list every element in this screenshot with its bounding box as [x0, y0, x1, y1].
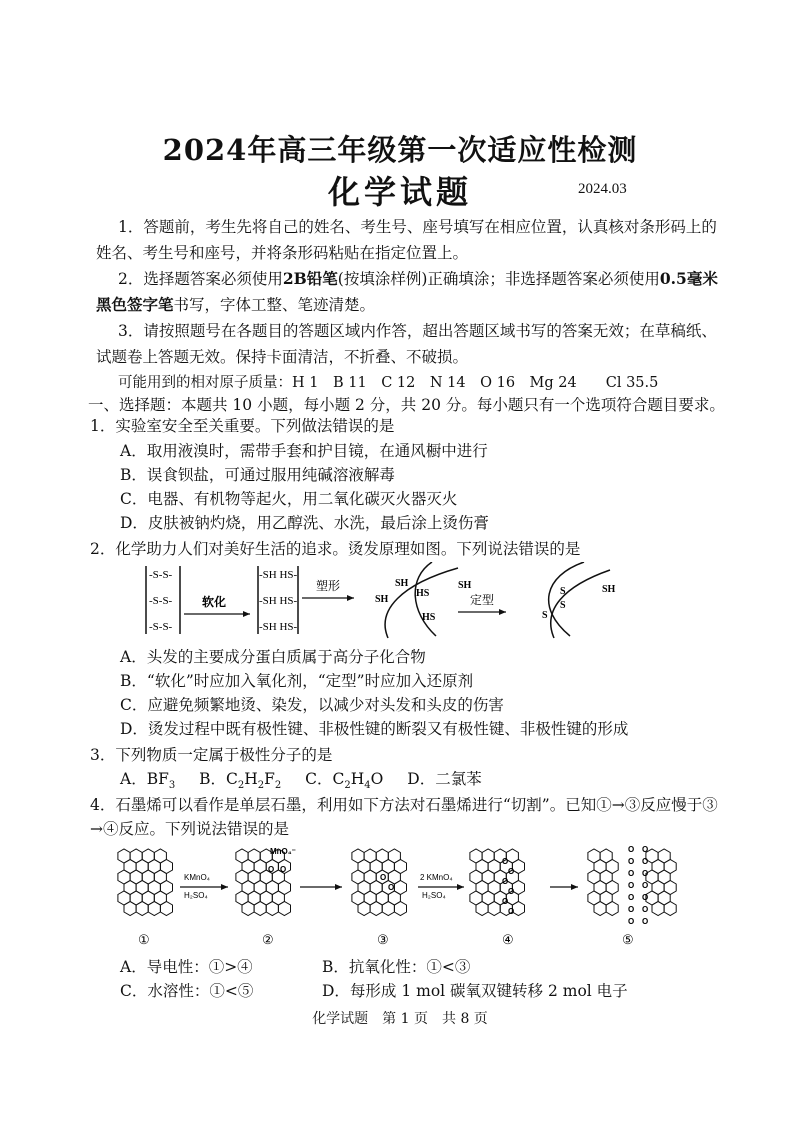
reagent-1-bottom: H₂SO₄: [184, 891, 208, 900]
question-3-option-c: C．$C_2H_4O$: [305, 770, 384, 792]
ss-bond-1: -S-S-: [149, 569, 173, 581]
reagent-1-top: KMnO₄: [184, 873, 210, 882]
question-4-option-b: B．抗氧化性：①<③: [322, 958, 471, 976]
instruction-2-line-2: 黑色签字笔书写，字体工整、笔迹清楚。: [96, 295, 376, 314]
subject-title: 化学试题: [327, 173, 472, 211]
oxygen-atom: O: [628, 917, 635, 926]
hexagon-ring: [136, 902, 148, 916]
atomic-masses: 可能用到的相对原子质量：H 1 B 11 C 12 N 14 O 16 Mg 24 Cl 35.5: [118, 375, 659, 391]
s-label-3: S: [560, 586, 566, 597]
shape-label: 塑形: [316, 579, 341, 593]
oxygen-atom: O: [642, 905, 649, 914]
hexagon-ring: [370, 902, 382, 916]
instruction-3-line-1: 3．请按照题号在各题目的答题区域内作答，超出答题区域书写的答案无效；在草稿纸、: [118, 322, 717, 340]
question-1-option-c: C．电器、有机物等起火，用二氧化碳灭火器灭火: [120, 490, 458, 508]
question-4-option-c: C．水溶性：①<⑤: [120, 982, 254, 1000]
oxygen-atom: O: [628, 845, 635, 854]
sh-pair-2: -SH HS-: [259, 595, 298, 607]
hexagon-ring: [148, 902, 160, 916]
instruction-3-line-2: 试题卷上答题无效。保持卡面清洁，不折叠、不破损。: [96, 348, 469, 366]
oxygen-atom: O: [628, 905, 635, 914]
instruction-2-line-1: 2．选择题答案必须使用2B铅笔(按填涂样例)正确填涂；非选择题答案必须使用0.5毫米: [118, 269, 718, 288]
hexagon-ring: [488, 902, 500, 916]
hs-label-2: HS: [422, 612, 436, 623]
graphene-lattice-1: [118, 849, 173, 916]
hexagon-ring: [358, 902, 370, 916]
question-4-option-a: A．导电性：①>④: [120, 958, 253, 976]
oxygen-atom: O: [642, 857, 649, 866]
question-2-option-c: C．应避免频繁地烫、染发，以减少对头发和头皮的伤害: [120, 696, 504, 714]
question-2-option-b: B．“软化”时应加入氧化剂，“定型”时应加入还原剂: [120, 672, 474, 690]
oxygen-atom: O: [508, 887, 515, 896]
sh-label-4: SH: [602, 584, 616, 595]
hexagon-ring: [254, 902, 266, 916]
question-2-option-d: D．烫发过程中既有极性键、非极性键的断裂又有极性键、非极性键的形成: [120, 720, 629, 738]
question-1-option-d: D．皮肤被钠灼烧，用乙醇洗、水洗，最后涂上烫伤膏: [120, 514, 489, 532]
hexagon-ring: [664, 902, 676, 916]
oxygen-atom: O: [628, 857, 635, 866]
question-3-option-a: A．$BF_3$: [120, 770, 176, 792]
hexagon-ring: [124, 902, 136, 916]
question-2-stem: 2．化学助力人们对美好生活的追求。烫发原理如图。下列说法错误的是: [90, 540, 581, 558]
oxygen-atom: O: [268, 865, 275, 874]
oxygen-atom: O: [642, 881, 649, 890]
question-4-stem-line-2: →④反应。下列说法错误的是: [90, 820, 289, 838]
question-1-option-b: B．误食钡盐，可通过服用纯碱溶液解毒: [120, 466, 395, 484]
soften-label: 软化: [202, 595, 227, 609]
compound-label-5: ⑤: [622, 932, 634, 947]
hair-perm-diagram: [140, 562, 620, 642]
oxygen-atom: O: [388, 883, 395, 892]
reagent-2-top: 2 KMnO₄: [420, 873, 453, 882]
s-label-2: S: [560, 600, 566, 611]
oxygen-atom: O: [502, 897, 509, 906]
sh-pair-3: -SH HS-: [259, 621, 298, 633]
set-label: 定型: [470, 593, 495, 607]
exam-date: 2024.03: [578, 181, 627, 197]
hexagon-ring: [278, 902, 290, 916]
question-4-stem-line-1: 4．石墨烯可以看作是单层石墨，利用如下方法对石墨烯进行“切割”。已知①→③反应慢于③: [90, 796, 718, 814]
oxygen-atom: O: [642, 917, 649, 926]
sh-label-3: SH: [458, 580, 472, 591]
oxygen-atom: O: [628, 881, 635, 890]
question-2-option-a: A．头发的主要成分蛋白质属于高分子化合物: [120, 648, 426, 666]
graphene-lattice-5-right: [646, 849, 676, 916]
permanganate-label: MnO₄⁻: [270, 847, 296, 856]
graphene-lattice-5-left: [588, 849, 618, 916]
oxygen-atom: O: [628, 893, 635, 902]
hexagon-ring: [160, 902, 172, 916]
hexagon-ring: [594, 902, 606, 916]
graphene-lattice-4: [470, 849, 525, 916]
graphene-lattice-2: [236, 849, 291, 916]
page-footer: 化学试题 第 1 页 共 8 页: [312, 1011, 488, 1027]
section-heading: 一、选择题：本题共 10 小题，每小题 2 分，共 20 分。每小题只有一个选项符合题目要求。: [88, 396, 725, 414]
sh-pair-1: -SH HS-: [259, 569, 298, 581]
oxygen-atom: O: [280, 865, 287, 874]
reagent-2-bottom: H₂SO₄: [422, 891, 446, 900]
oxygen-atom: O: [642, 893, 649, 902]
instruction-1-line-1: 1．答题前，考生先将自己的姓名、考生号、座号填写在相应位置，认真核对条形码上的: [118, 218, 717, 236]
compound-label-1: ①: [138, 932, 150, 947]
exam-title: 2024年高三年级第一次适应性检测: [162, 133, 638, 167]
hexagon-ring: [652, 902, 664, 916]
compound-label-4: ④: [502, 932, 514, 947]
question-3-option-b: B．$C_2H_2F_2$: [199, 770, 282, 792]
s-label-1: S: [542, 610, 548, 621]
oxygen-atom: O: [642, 845, 649, 854]
ss-bond-3: -S-S-: [149, 621, 173, 633]
compound-label-3: ③: [377, 932, 389, 947]
hexagon-ring: [266, 902, 278, 916]
instruction-1-line-2: 姓名、考生号和座号，并将条形码粘贴在指定位置上。: [96, 244, 469, 262]
hexagon-ring: [476, 902, 488, 916]
graphene-cutting-diagram: [112, 842, 712, 952]
oxygen-atom: O: [502, 877, 509, 886]
sh-label-1: SH: [375, 594, 389, 605]
hexagon-ring: [394, 902, 406, 916]
compound-label-2: ②: [262, 932, 274, 947]
oxygen-atom: O: [508, 907, 515, 916]
hexagon-ring: [606, 902, 618, 916]
ss-bond-2: -S-S-: [149, 595, 173, 607]
oxygen-atom: O: [642, 869, 649, 878]
hexagon-ring: [382, 902, 394, 916]
question-1-stem: 1．实验室安全至关重要。下列做法错误的是: [90, 417, 395, 435]
oxygen-atom: O: [380, 873, 387, 882]
question-4-option-d: D．每形成 1 mol 碳氧双键转移 2 mol 电子: [322, 982, 628, 1000]
oxygen-atom: O: [502, 857, 509, 866]
question-3-stem: 3．下列物质一定属于极性分子的是: [90, 746, 333, 764]
question-3-options: [120, 768, 482, 797]
question-3-option-d: D．二氯苯: [407, 770, 482, 788]
hexagon-ring: [242, 902, 254, 916]
oxygen-atom: O: [508, 867, 515, 876]
hs-label-1: HS: [416, 588, 430, 599]
graphene-lattice-3: [352, 849, 407, 916]
question-1-option-a: A．取用液溴时，需带手套和护目镜，在通风橱中进行: [120, 442, 488, 460]
sh-label-2: SH: [395, 578, 409, 589]
oxygen-atom: O: [628, 869, 635, 878]
